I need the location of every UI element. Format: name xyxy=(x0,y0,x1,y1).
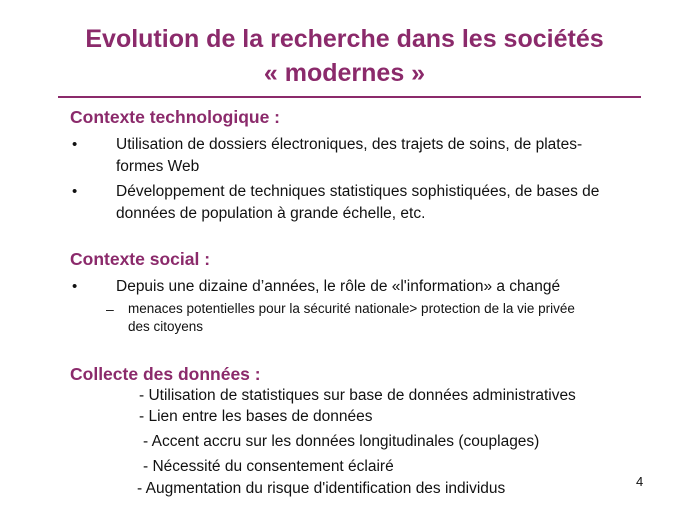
bullet-text-line: formes Web xyxy=(116,158,200,175)
title-divider xyxy=(58,96,641,98)
collection-line: - Utilisation de statistiques sur base de données administratives xyxy=(139,387,576,404)
slide-title-line-1: Evolution de la recherche dans les sociétés xyxy=(85,25,604,53)
bullet-marker: • xyxy=(72,136,78,153)
page-number: 4 xyxy=(636,474,644,489)
bullet-text-line: Développement de techniques statistiques sophistiquées, de bases de xyxy=(116,183,600,200)
bullet-marker: • xyxy=(72,278,78,295)
bullet-text-line: Depuis une dizaine d’années, le rôle de «l'information» a changé xyxy=(116,278,561,295)
subitem-text-line: des citoyens xyxy=(128,319,204,334)
bullet-text-line: données de population à grande échelle, etc. xyxy=(116,205,426,222)
subitem-text-line: menaces potentielles pour la sécurité nationale> protection de la vie privée xyxy=(128,301,575,316)
section-heading-technological: Contexte technologique : xyxy=(70,107,280,127)
slide-title-line-2: « modernes » xyxy=(263,59,426,87)
collection-line: - Accent accru sur les données longitudinales (couplages) xyxy=(143,433,540,450)
collection-line: - Nécessité du consentement éclairé xyxy=(143,458,394,475)
dash-marker: – xyxy=(106,301,114,317)
section-heading-social: Contexte social : xyxy=(70,249,211,269)
bullet-text-line: Utilisation de dossiers électroniques, des trajets de soins, de plates- xyxy=(116,136,583,153)
section-heading-data-collection: Collecte des données : xyxy=(70,364,261,384)
bullet-marker: • xyxy=(72,183,78,200)
collection-line: - Augmentation du risque d'identification des individus xyxy=(137,480,506,497)
collection-line: - Lien entre les bases de données xyxy=(139,408,373,425)
